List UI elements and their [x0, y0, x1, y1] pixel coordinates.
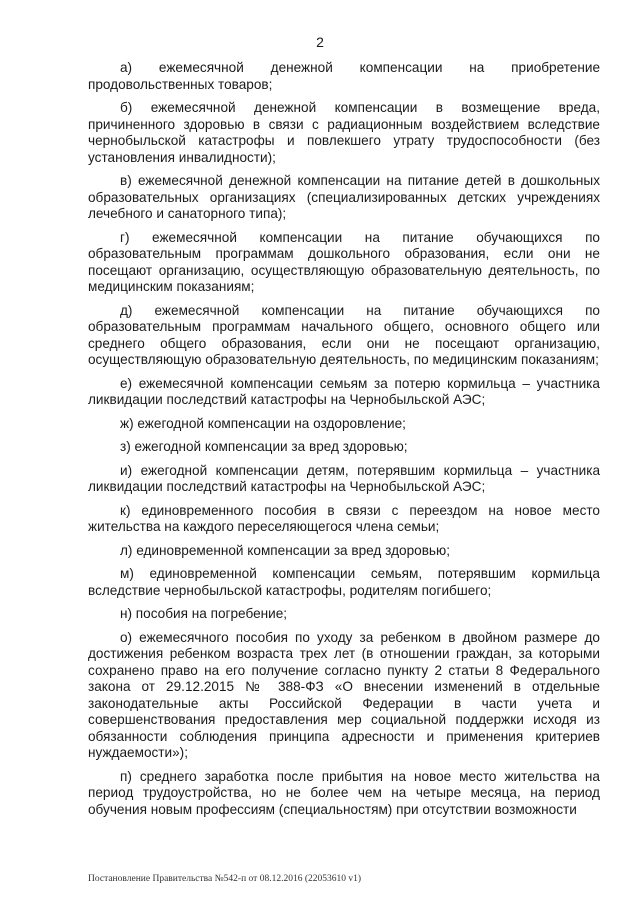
list-item-z: з) ежегодной компенсации за вред здоровью; [120, 439, 408, 454]
list-item-a: а) ежемесячной денежной компенсации на приобретение продовольственных товаров; [88, 60, 600, 92]
list-item-v: в) ежемесячной денежной компенсации на питание детей в дошкольных образовательных организациях (специализированных детских учреждениях лечебного и санаторного типа); [88, 173, 600, 221]
page-number: 2 [316, 34, 324, 50]
list-item-zh: ж) ежегодной компенсации на оздоровление; [120, 415, 406, 431]
list-item-o: о) ежемесячного пособия по уходу за ребенком в двойном размере до достижения ребенком возраста трех лет (в отношении граждан, за которыми сохранено право на его получение согласно пункту 2 статьи 8 Федерального закона от 29.12.2015 № 388-ФЗ «О внесении изменений в отдельные законодательные акты Российской Федерации в части учета и совершенствования предоставления мер социальной поддержки исходя из обязанности соблюдения принципа адресности и применения критериев нуждаемости»); [88, 629, 600, 760]
list-item-l: л) единовременной компенсации за вред здоровью; [120, 542, 450, 558]
list-item-m: м) единовременной компенсации семьям, потерявшим кормильца вследствие чернобыльской катастрофы, родителям погибшего; [88, 566, 600, 598]
list-item-p: п) среднего заработка после прибытия на новое место жительства на период трудоустройства, но не более чем на четыре месяца, на период обучения новым профессиям (специальностям) при отсутствии возможности [88, 768, 600, 817]
list-item-i: и) ежегодной компенсации детям, потерявшим кормильца – участника ликвидации последствий катастрофы на Чернобыльской АЭС; [88, 462, 600, 494]
document-body [88, 60, 600, 825]
document-footer: Постановление Правительства №542-п от 08.12.2016 (22053610 v1) [88, 874, 362, 884]
list-item-k: к) единовременного пособия в связи с переездом на новое место жительства на каждого переселяющегося члена семьи; [88, 502, 600, 534]
list-item-d: д) ежемесячной компенсации на питание обучающихся по образовательным программам начального общего, основного общего или среднего общего образования, если они не посещают организацию, осуществляющую образовательную деятельность, по медицинским показаниям; [88, 302, 600, 367]
list-item-n: н) пособия на погребение; [120, 606, 288, 621]
list-item-e: е) ежемесячной компенсации семьям за потерю кормильца – участника ликвидации последствий катастрофы на Чернобыльской АЭС; [88, 375, 600, 407]
list-item-b: б) ежемесячной денежной компенсации в возмещение вреда, причиненного здоровью в связи с радиационным воздействием вследствие чернобыльской катастрофы и повлекшего утрату трудоспособности (без установления инвалидности); [88, 100, 600, 165]
list-item-g: г) ежемесячной компенсации на питание обучающихся по образовательным программам дошкольного образования, если они не посещают организацию, осуществляющую образовательную деятельность, по медицинским показаниям; [88, 229, 600, 294]
